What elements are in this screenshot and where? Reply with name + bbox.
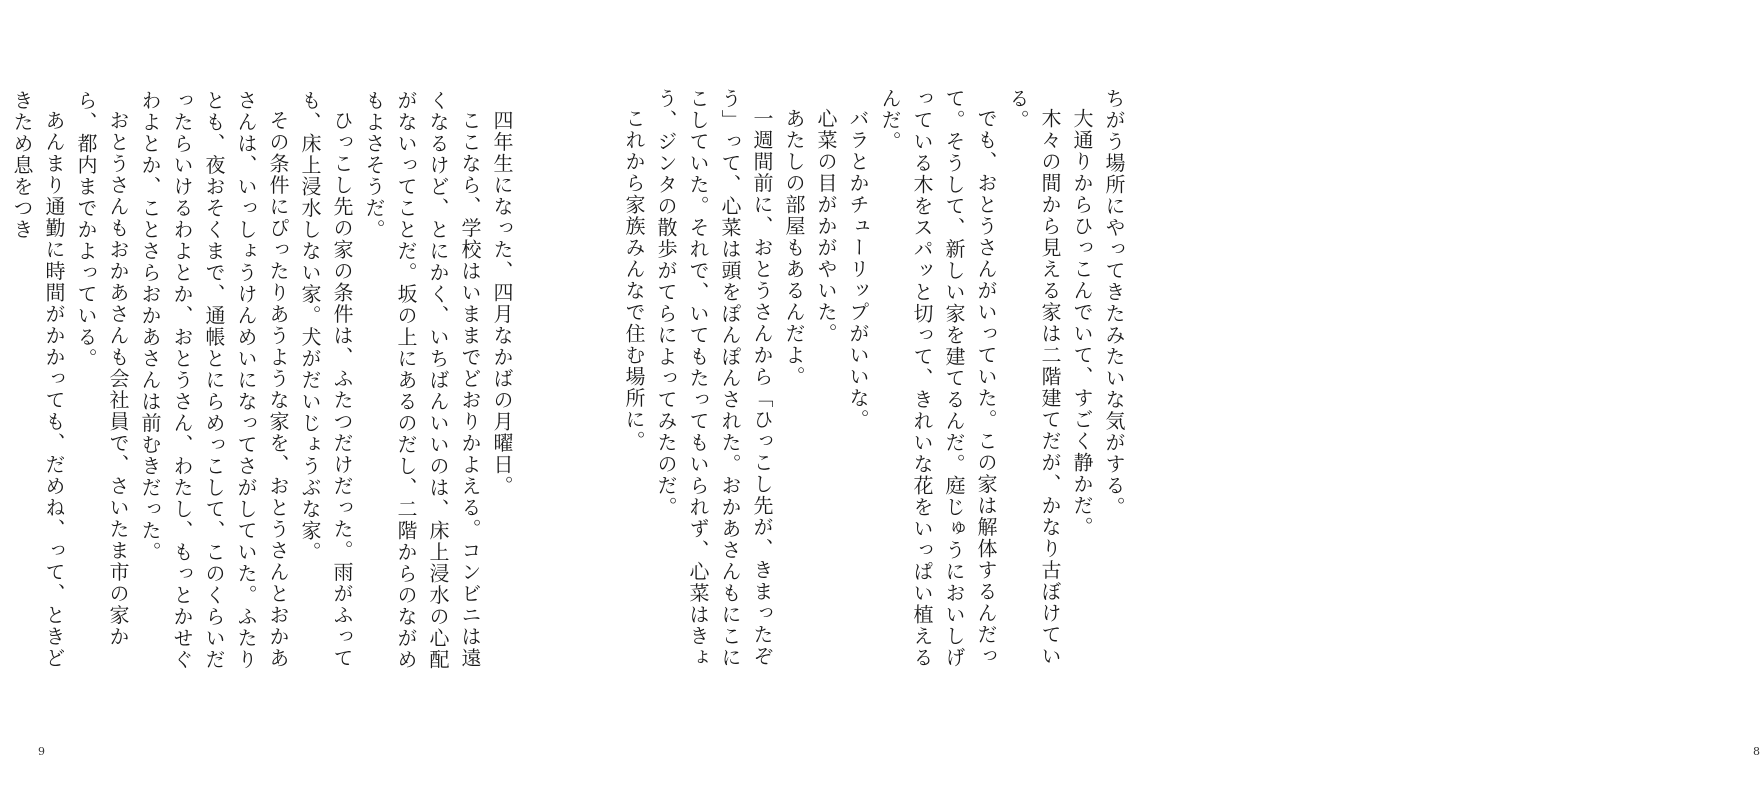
paragraph: 心菜の目がかがやいた。 — [814, 108, 838, 345]
paragraph: 四年生になった、四月なかばの月曜日。 — [490, 110, 514, 497]
paragraph: 大通りからひっこんでいて、すごく静かだ。 — [1070, 108, 1094, 538]
right-page — [600, 0, 1760, 799]
paragraph: ちがう場所にやってきたみたいな気がする。 — [1102, 88, 1126, 518]
right-page-text — [622, 88, 1130, 688]
paragraph: あんまり通勤に時間がかかっても、だめね、って、ときどきため息をつき — [10, 90, 66, 669]
left-page — [0, 0, 600, 799]
page-number-left: 9 — [38, 745, 45, 758]
paragraph: 一週間前に、おとうさんから「ひっこし先が、きまったぞう」って、心菜は頭をぽんぽんされた。おかあさんもにこにこしていた。それで、いてもたってもいられず、心菜はきょう、ジンタの散歩がてらによってみたのだ。 — [654, 88, 774, 669]
paragraph: これから家族みんなで住む場所に。 — [622, 108, 646, 452]
paragraph: バラとかチューリップがいいな。 — [846, 108, 870, 431]
paragraph: 木々の間から見える家は二階建てだが、かなり古ぼけている。 — [1006, 88, 1062, 667]
paragraph: ひっこし先の家の条件は、ふたつだけだった。雨がふっても、床上浸水しない家。犬がだいじょうぶな家。 — [298, 90, 354, 669]
left-page-text — [10, 90, 518, 690]
paragraph: ここなら、学校はいままでどおりかよえる。コンビニは遠くなるけど、とにかく、いちばんいいのは、床上浸水の心配がないってことだ。坂の上にあるのだし、二階からのながめもよさそうだ。 — [362, 90, 482, 671]
paragraph: でも、おとうさんがいっていた。この家は解体するんだって。そうして、新しい家を建てるんだ。庭じゅうにおいしげっている木をスパッと切って、きれいな花をいっぱい植えるんだ。 — [878, 88, 998, 669]
paragraph: あたしの部屋もあるんだよ。 — [782, 108, 806, 388]
paragraph: その条件にぴったりあうような家を、おとうさんとおかあさんは、いっしょうけんめいになってさがしていた。ふたりとも、夜おそくまで、通帳とにらめっこして、このくらいだったらいけるわよとか、おとうさん、わたし、もっとかせぐわよとか、ことさらおかあさんは前むきだった。 — [138, 90, 290, 671]
paragraph: おとうさんもおかあさんも会社員で、さいたま市の家から、都内までかよっている。 — [74, 90, 130, 648]
page-number-right: 8 — [1753, 745, 1760, 758]
